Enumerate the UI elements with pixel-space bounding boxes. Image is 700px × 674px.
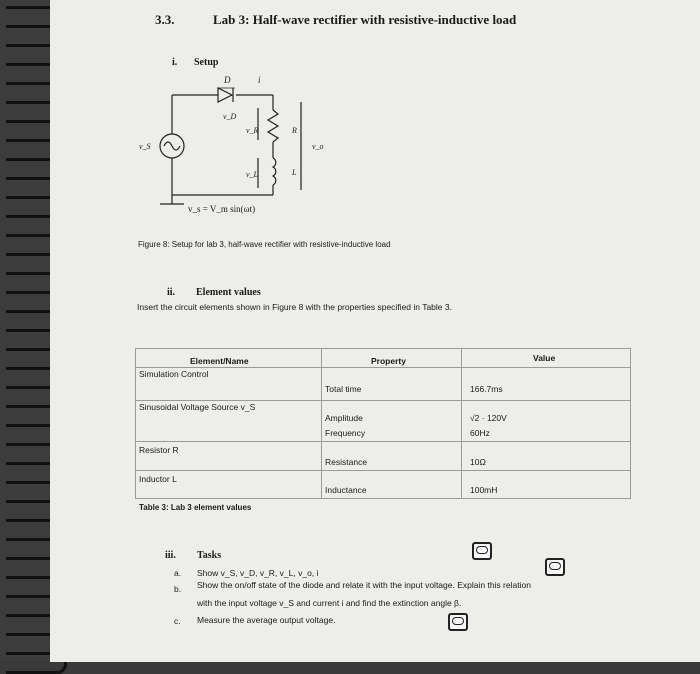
table-row: Inductance bbox=[325, 485, 367, 495]
element-values-heading: Element values bbox=[196, 287, 261, 298]
task-b-text: Show the on/off state of the diode and relate it with the input voltage. Explain this relation bbox=[197, 580, 531, 590]
table-row: Total time bbox=[325, 384, 362, 394]
tasks-numeral: iii. bbox=[165, 550, 176, 561]
label-i: i bbox=[258, 75, 261, 85]
lab-title: Lab 3: Half-wave rectifier with resistive-inductive load bbox=[213, 12, 517, 27]
sine-glyph bbox=[164, 142, 180, 150]
table-caption: Table 3: Lab 3 element values bbox=[139, 503, 252, 512]
header-element-name: Element/Name bbox=[190, 356, 249, 366]
table-row: Resistor R bbox=[139, 445, 179, 455]
setup-heading: Setup bbox=[194, 57, 219, 68]
comment-icon[interactable] bbox=[545, 558, 565, 576]
comment-icon[interactable] bbox=[472, 542, 492, 560]
element-values-numeral: ii. bbox=[167, 287, 176, 298]
label-r: R bbox=[292, 126, 297, 135]
label-vr: v_R bbox=[246, 126, 259, 135]
task-letter-b: b. bbox=[174, 584, 182, 594]
table-row: Inductor L bbox=[139, 474, 177, 484]
table-row: 166.7ms bbox=[470, 384, 503, 394]
diode-symbol bbox=[218, 88, 232, 102]
document-page bbox=[50, 0, 700, 662]
table-row: Frequency bbox=[325, 428, 366, 438]
table-row: 60Hz bbox=[470, 428, 490, 438]
element-values-table bbox=[135, 348, 631, 498]
source-equation: v_s = V_m sin(ωt) bbox=[188, 204, 256, 214]
inductor-symbol bbox=[273, 158, 276, 185]
label-vs: v_S bbox=[139, 142, 151, 151]
section-number: 3.3. bbox=[155, 12, 175, 27]
resistor-symbol bbox=[268, 110, 278, 142]
task-letter-c: c. bbox=[174, 616, 181, 626]
table-row: Resistance bbox=[325, 457, 368, 467]
table-row: Sinusoidal Voltage Source v_S bbox=[139, 402, 256, 412]
tasks-heading: Tasks bbox=[197, 550, 222, 561]
task-c-text: Measure the average output voltage. bbox=[197, 615, 336, 625]
label-vl: v_L bbox=[246, 170, 258, 179]
table-row: Simulation Control bbox=[139, 369, 209, 379]
element-values-instruction: Insert the circuit elements shown in Figure 8 with the properties specified in Table 3. bbox=[137, 302, 452, 312]
setup-numeral: i. bbox=[172, 57, 178, 68]
table-row: Amplitude bbox=[325, 413, 363, 423]
label-l: L bbox=[292, 168, 297, 177]
task-letter-a: a. bbox=[174, 568, 182, 578]
table-row: 10Ω bbox=[470, 457, 486, 467]
label-vd: v_D bbox=[223, 112, 237, 121]
comment-icon[interactable] bbox=[448, 613, 468, 631]
task-b-text-cont: with the input voltage v_S and current i and find the extinction angle β. bbox=[197, 598, 462, 608]
label-d: D bbox=[224, 75, 231, 85]
label-vo: v_o bbox=[312, 142, 324, 151]
header-property: Property bbox=[371, 356, 406, 366]
figure-caption: Figure 8: Setup for lab 3, half-wave rectifier with resistive-inductive load bbox=[138, 240, 391, 249]
table-row: 100mH bbox=[470, 485, 498, 495]
header-value: Value bbox=[533, 353, 556, 363]
table-row: √2 · 120V bbox=[470, 413, 507, 423]
task-a-text: Show v_S, v_D, v_R, v_L, v_o, i bbox=[197, 568, 319, 578]
